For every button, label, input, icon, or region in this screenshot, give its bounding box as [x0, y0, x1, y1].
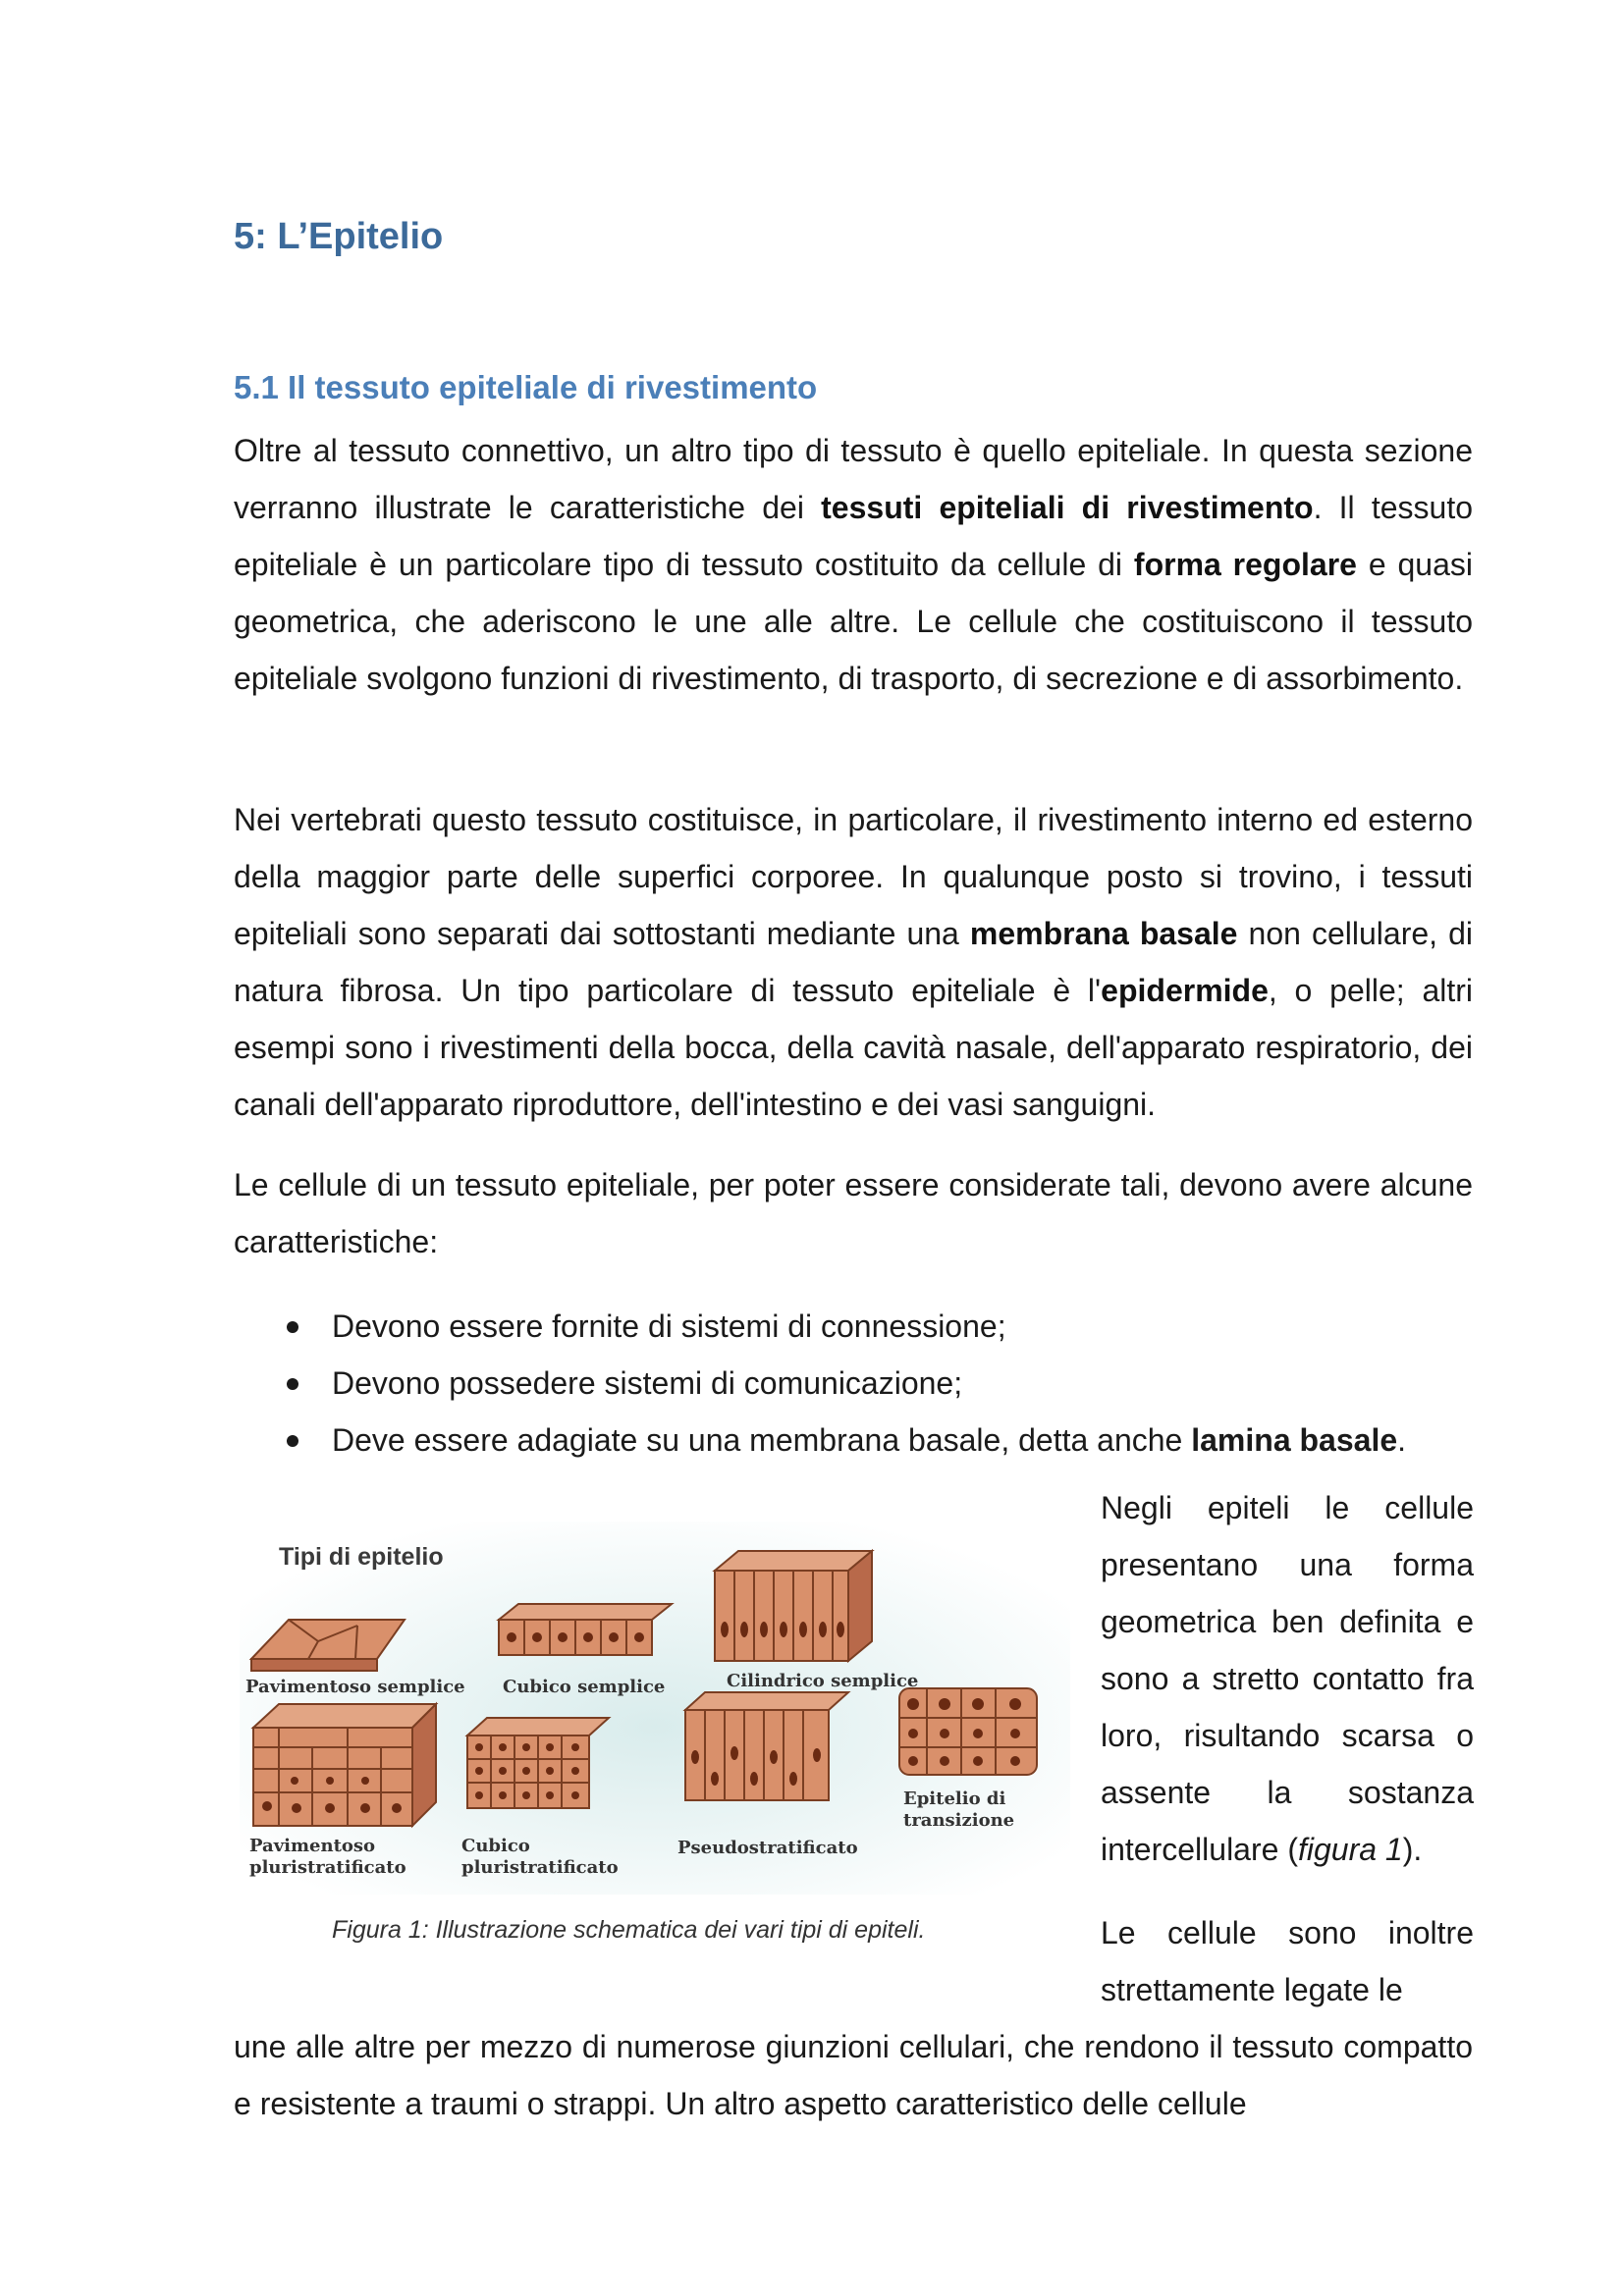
bullet-icon — [287, 1378, 298, 1390]
label-squamous-simple: Pavimentoso semplice — [245, 1677, 465, 1697]
label-transitional: Epitelio di transizione — [903, 1789, 1015, 1831]
label-stratified-squamous: Pavimentoso pluristratificato — [249, 1836, 406, 1878]
label-columnar-simple: Cilindrico semplice — [727, 1671, 919, 1691]
paragraph-3: Le cellule di un tessuto epiteliale, per poter essere considerate tali, devono avere alcune caratteristiche: — [234, 1167, 1473, 1259]
columnar-simple-diagram — [715, 1551, 872, 1661]
label-cuboidal-simple: Cubico semplice — [503, 1677, 666, 1697]
transitional-diagram — [899, 1688, 1037, 1775]
characteristics-list — [234, 1298, 1473, 1468]
list-item: Deve essere adagiate su una membrana basale, detta anche lamina basale. — [234, 1412, 1473, 1468]
paragraph-2: Nei vertebrati questo tessuto costituisce, in particolare, il rivestimento interno ed esterno della maggior parte delle superfici corporee. In qualunque posto si trovino, i tessuti epiteliali sono separati dai sottostanti mediante una membrana basale non cellulare, di natura fibrosa. Un tipo particolare di tessuto epiteliale è l'epidermide, o pelle; altri esempi sono i rivestimenti della bocca, della cavità nasale, dell'apparato respiratorio, dei canali dell'apparato riproduttore, dell'intestino e dei vasi sanguigni. — [234, 802, 1474, 1122]
figure-title: Tipi di epitelio — [279, 1543, 444, 1571]
list-item: Devono possedere sistemi di comunicazione; — [234, 1355, 1473, 1412]
pseudostratified-diagram — [685, 1692, 848, 1800]
stratified-squamous-diagram — [253, 1704, 436, 1826]
bullet-icon — [287, 1435, 298, 1447]
side-paragraph: Negli epiteli le cellule presentano una forma geometrica ben definita e sono a stretto contatto fra loro, risultando scarsa o assente la sostanza intercellulare (figura 1). — [1101, 1490, 1474, 1867]
paragraph-4: une alle altre per mezzo di numerose giunzioni cellulari, che rendono il tessuto compatto e resistente a traumi o strappi. Un altro aspetto caratteristico delle cellule — [234, 2029, 1473, 2121]
label-stratified-cuboidal: Cubico pluristratificato — [461, 1836, 619, 1878]
cuboidal-simple-diagram — [499, 1604, 672, 1655]
side-paragraph-2: Le cellule sono inoltre strettamente legate le — [1101, 1915, 1474, 2007]
paragraph-1: Oltre al tessuto connettivo, un altro tipo di tessuto è quello epiteliale. In questa sezione verranno illustrate le caratteristiche dei tessuti epiteliali di rivestimento. Il tessuto epiteliale è un particolare tipo di tessuto costituito da cellule di forma regolare e quasi geometrica, che aderiscono le une alle altre. Le cellule che costituiscono il tessuto epiteliale svolgono funzioni di rivestimento, di trasporto, di secrezione e di assorbimento. — [234, 433, 1474, 696]
stratified-cuboidal-diagram — [467, 1718, 609, 1808]
bullet-icon — [287, 1321, 298, 1333]
figure-caption: Figura 1: Illustrazione schematica dei vari tipi di epiteli. — [332, 1916, 926, 1944]
label-pseudostratified: Pseudostratificato — [677, 1838, 858, 1858]
section-heading: 5.1 Il tessuto epiteliale di rivestimento — [234, 369, 818, 405]
list-item: Devono essere fornite di sistemi di connessione; — [234, 1298, 1473, 1355]
epithelium-types-figure — [240, 1522, 1070, 1895]
chapter-heading: 5: L’Epitelio — [234, 216, 444, 257]
